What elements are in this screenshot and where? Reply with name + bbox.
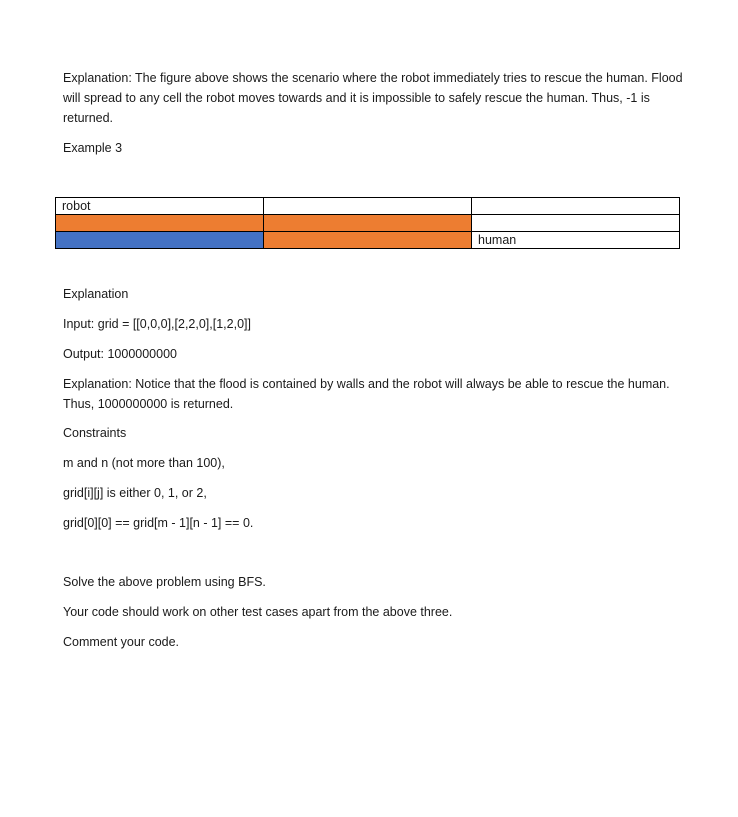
constraint-item: grid[i][j] is either 0, 1, or 2,	[63, 486, 207, 500]
constraint-item: grid[0][0] == grid[m - 1][n - 1] == 0.	[63, 516, 254, 530]
example-3-heading: Example 3	[63, 141, 123, 155]
grid-cell	[472, 215, 680, 232]
output-line: Output: 1000000000	[63, 347, 177, 361]
explanation-label: Explanation	[63, 287, 129, 301]
grid-cell-human: human	[472, 232, 680, 249]
explanation-example-3: Explanation: Notice that the flood is contained by walls and the robot will always be able to rescue the human. Thus, 1000000000 is returned.	[63, 377, 670, 411]
grid-cell	[264, 198, 472, 215]
grid-cell	[472, 198, 680, 215]
constraint-item: m and n (not more than 100),	[63, 456, 225, 470]
grid-cell-flood	[264, 215, 472, 232]
grid-cell-robot: robot	[56, 198, 264, 215]
explanation-example-2: Explanation: The figure above shows the scenario where the robot immediately tries to rescue the human. Flood will spread to any cell the robot moves towards and it is impossible to safely rescue the human. Thus, -1 is returned.	[63, 71, 683, 125]
grid-row	[56, 215, 680, 232]
instruction-bfs: Solve the above problem using BFS.	[63, 575, 266, 589]
grid-cell-flood	[264, 232, 472, 249]
grid-cell-wall	[56, 232, 264, 249]
instruction-test-cases: Your code should work on other test cases apart from the above three.	[63, 605, 453, 619]
grid-row	[56, 198, 680, 215]
grid-figure	[55, 197, 680, 249]
grid-row	[56, 232, 680, 249]
input-line: Input: grid = [[0,0,0],[2,2,0],[1,2,0]]	[63, 317, 251, 331]
instruction-comment: Comment your code.	[63, 635, 180, 649]
constraints-heading: Constraints	[63, 426, 127, 440]
grid-cell-flood	[56, 215, 264, 232]
